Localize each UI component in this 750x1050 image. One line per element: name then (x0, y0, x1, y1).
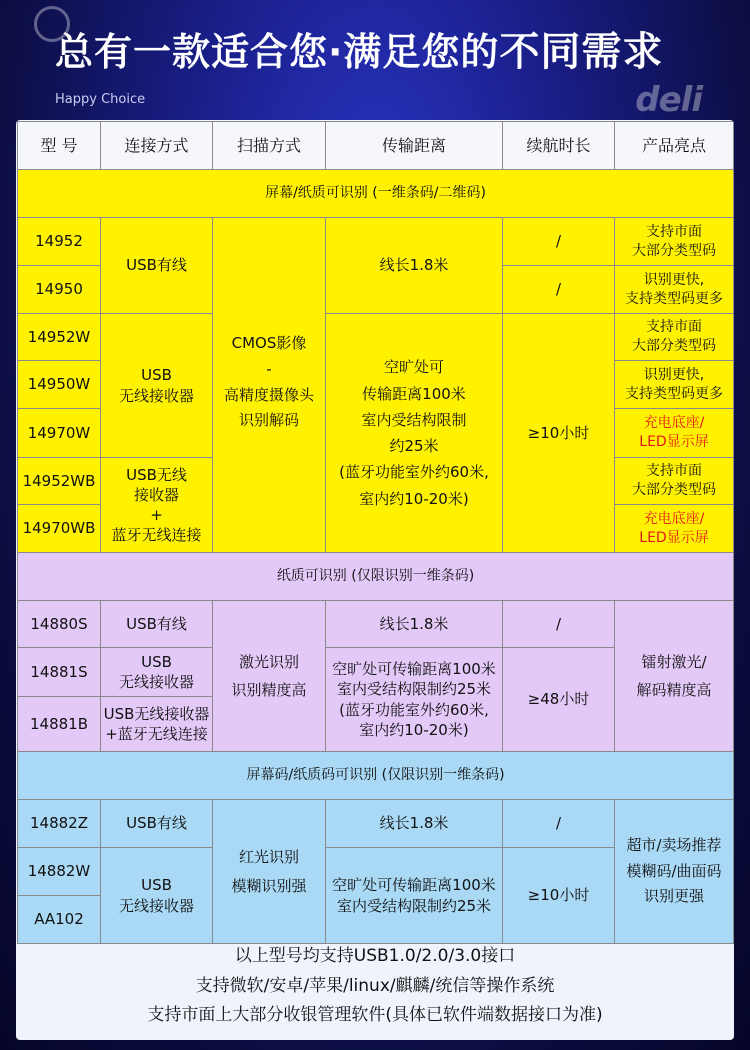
connection-cell (101, 314, 213, 458)
distance-line: 室内受结构限制 (361, 410, 467, 429)
highlight-cell (615, 361, 734, 409)
table-row (18, 800, 734, 848)
model-cell: 14952WB (18, 458, 101, 505)
distance-cell (326, 648, 503, 752)
connection-line: USB (141, 876, 172, 895)
distance-line: 空旷处可传输距离100米 (332, 876, 496, 895)
connection-cell: USB有线 (101, 601, 213, 648)
section-row (18, 752, 734, 800)
connection-cell (101, 697, 213, 752)
product-comparison-table (17, 121, 734, 944)
battery-cell: ≥10小时 (503, 848, 615, 944)
distance-cell (326, 848, 503, 944)
connection-line: 蓝牙无线连接 (111, 526, 202, 545)
highlight-line: 充电底座/ (643, 510, 705, 527)
table-header-row (18, 122, 734, 170)
connection-line: 无线接收器 (118, 386, 194, 405)
highlight-line: 大部分类型码 (632, 338, 716, 354)
scan-line: 红光识别 (238, 848, 299, 866)
column-header-model: 型 号 (18, 122, 101, 170)
support-note-line: 支持市面上大部分收银管理软件(具体已软件端数据接口为准) (147, 1005, 603, 1026)
highlight-line: 超市/卖场推荐 (626, 836, 722, 855)
subtitle: Happy Choice (55, 92, 146, 107)
scan-line: 激光识别 (238, 652, 299, 671)
battery-cell: / (503, 218, 615, 266)
scan-line: 高精度摄像头 (223, 386, 314, 404)
highlight-line: 充电底座/ (643, 415, 705, 432)
section-title: 纸质可识别 (仅限识别一维条码) (18, 553, 734, 601)
connection-line: +蓝牙无线连接 (105, 725, 208, 743)
model-cell: 14952 (18, 218, 101, 266)
highlight-cell (615, 505, 734, 553)
distance-cell (326, 314, 503, 553)
battery-cell: / (503, 800, 615, 848)
highlight-line: 支持市面 (646, 319, 702, 336)
connection-line: USB (141, 652, 172, 671)
scan-line: 识别精度高 (231, 681, 307, 699)
highlight-line: 镭射激光/ (641, 652, 707, 671)
distance-cell: 线长1.8米 (326, 218, 503, 314)
model-cell: 14970WB (18, 505, 101, 553)
highlight-line: 支持类型码更多 (625, 290, 723, 307)
highlight-cell (615, 218, 734, 266)
distance-line: 室内约10-20米) (359, 720, 469, 739)
distance-line: 传输距离100米 (362, 384, 466, 403)
highlight-line: 大部分类型码 (632, 482, 716, 498)
highlight-line: 支持类型码更多 (625, 385, 723, 402)
scan-line: 识别解码 (238, 411, 299, 430)
model-cell: 14950 (18, 266, 101, 314)
distance-line: (蓝牙功能室外约60米, (339, 700, 489, 719)
support-note-line: 以上型号均支持USB1.0/2.0/3.0接口 (234, 946, 516, 966)
table-row (18, 314, 734, 361)
connection-line: USB (141, 366, 172, 385)
support-note-line: 支持微软/安卓/苹果/linux/麒麟/统信等操作系统 (195, 975, 555, 996)
model-cell: 14881B (18, 697, 101, 752)
column-header-connection: 连接方式 (101, 122, 213, 170)
highlight-cell (615, 266, 734, 314)
distance-line: 室内约10-20米) (359, 489, 469, 508)
connection-cell: USB有线 (101, 800, 213, 848)
distance-cell: 线长1.8米 (326, 601, 503, 648)
comparison-card (16, 120, 734, 1040)
model-cell: 14952W (18, 314, 101, 361)
model-cell: 14882Z (18, 800, 101, 848)
section-row (18, 170, 734, 218)
highlight-cell (615, 601, 734, 752)
battery-cell: ≥48小时 (503, 648, 615, 752)
highlight-cell (615, 314, 734, 361)
model-cell: AA102 (18, 896, 101, 944)
highlight-line: 支持市面 (646, 463, 702, 480)
distance-line: 空旷处可传输距离100米 (332, 660, 496, 678)
title-part-1: 总有一款适合您·满足您的 (55, 30, 500, 74)
scan-cell (213, 800, 326, 944)
highlight-line: 解码精度高 (636, 681, 712, 699)
scan-line: - (266, 359, 272, 378)
column-header-highlight: 产品亮点 (615, 122, 734, 170)
column-header-distance: 传输距离 (326, 122, 503, 170)
section-title: 屏幕码/纸质码可识别 (仅限识别一维条码) (18, 752, 734, 800)
distance-line: (蓝牙功能室外约60米, (339, 463, 489, 482)
brand-logo: deli (635, 80, 702, 120)
highlight-line: 识别更快, (643, 271, 705, 288)
scan-line: 模糊识别强 (231, 876, 307, 895)
scan-line: CMOS影像 (231, 334, 307, 353)
page-title (55, 20, 735, 77)
battery-cell: / (503, 266, 615, 314)
highlight-line: LED显示屏 (639, 529, 709, 546)
connection-line: 无线接收器 (118, 673, 194, 691)
model-cell: 14882W (18, 848, 101, 896)
model-cell: 14950W (18, 361, 101, 409)
highlight-line: 大部分类型码 (632, 242, 716, 259)
connection-line: USB无线接收器 (103, 704, 210, 723)
column-header-scan: 扫描方式 (213, 122, 326, 170)
battery-cell: / (503, 601, 615, 648)
table-row (18, 601, 734, 648)
highlight-line: LED显示屏 (639, 434, 709, 450)
connection-cell (101, 458, 213, 553)
connection-line: USB无线 (126, 465, 187, 484)
model-cell: 14881S (18, 648, 101, 697)
highlight-cell (615, 800, 734, 944)
distance-line: 空旷处可 (383, 358, 444, 377)
distance-cell: 线长1.8米 (326, 800, 503, 848)
highlight-line: 识别更强 (643, 887, 704, 906)
highlight-cell (615, 409, 734, 458)
distance-line: 室内受结构限制约25米 (336, 680, 492, 699)
table-row (18, 218, 734, 266)
highlight-line: 支持市面 (646, 223, 702, 240)
distance-line: 室内受结构限制约25米 (336, 896, 492, 915)
model-cell: 14970W (18, 409, 101, 458)
section-row (18, 553, 734, 601)
battery-cell: ≥10小时 (503, 314, 615, 553)
connection-line: + (150, 506, 163, 524)
support-notes (16, 942, 734, 1031)
banner-header (0, 0, 750, 122)
scan-cell (213, 601, 326, 752)
title-part-2: 不同需求 (499, 29, 664, 75)
highlight-line: 识别更快, (643, 366, 705, 383)
connection-line: 接收器 (133, 485, 179, 504)
connection-cell: USB有线 (101, 218, 213, 314)
scan-cell (213, 218, 326, 553)
distance-line: 约25米 (389, 437, 439, 455)
highlight-line: 模糊码/曲面码 (626, 861, 722, 880)
section-title: 屏幕/纸质可识别 (一维条码/二维码) (18, 170, 734, 218)
model-cell: 14880S (18, 601, 101, 648)
connection-cell (101, 848, 213, 944)
connection-cell (101, 648, 213, 697)
highlight-cell (615, 458, 734, 505)
column-header-battery: 续航时长 (503, 122, 615, 170)
connection-line: 无线接收器 (118, 896, 194, 915)
